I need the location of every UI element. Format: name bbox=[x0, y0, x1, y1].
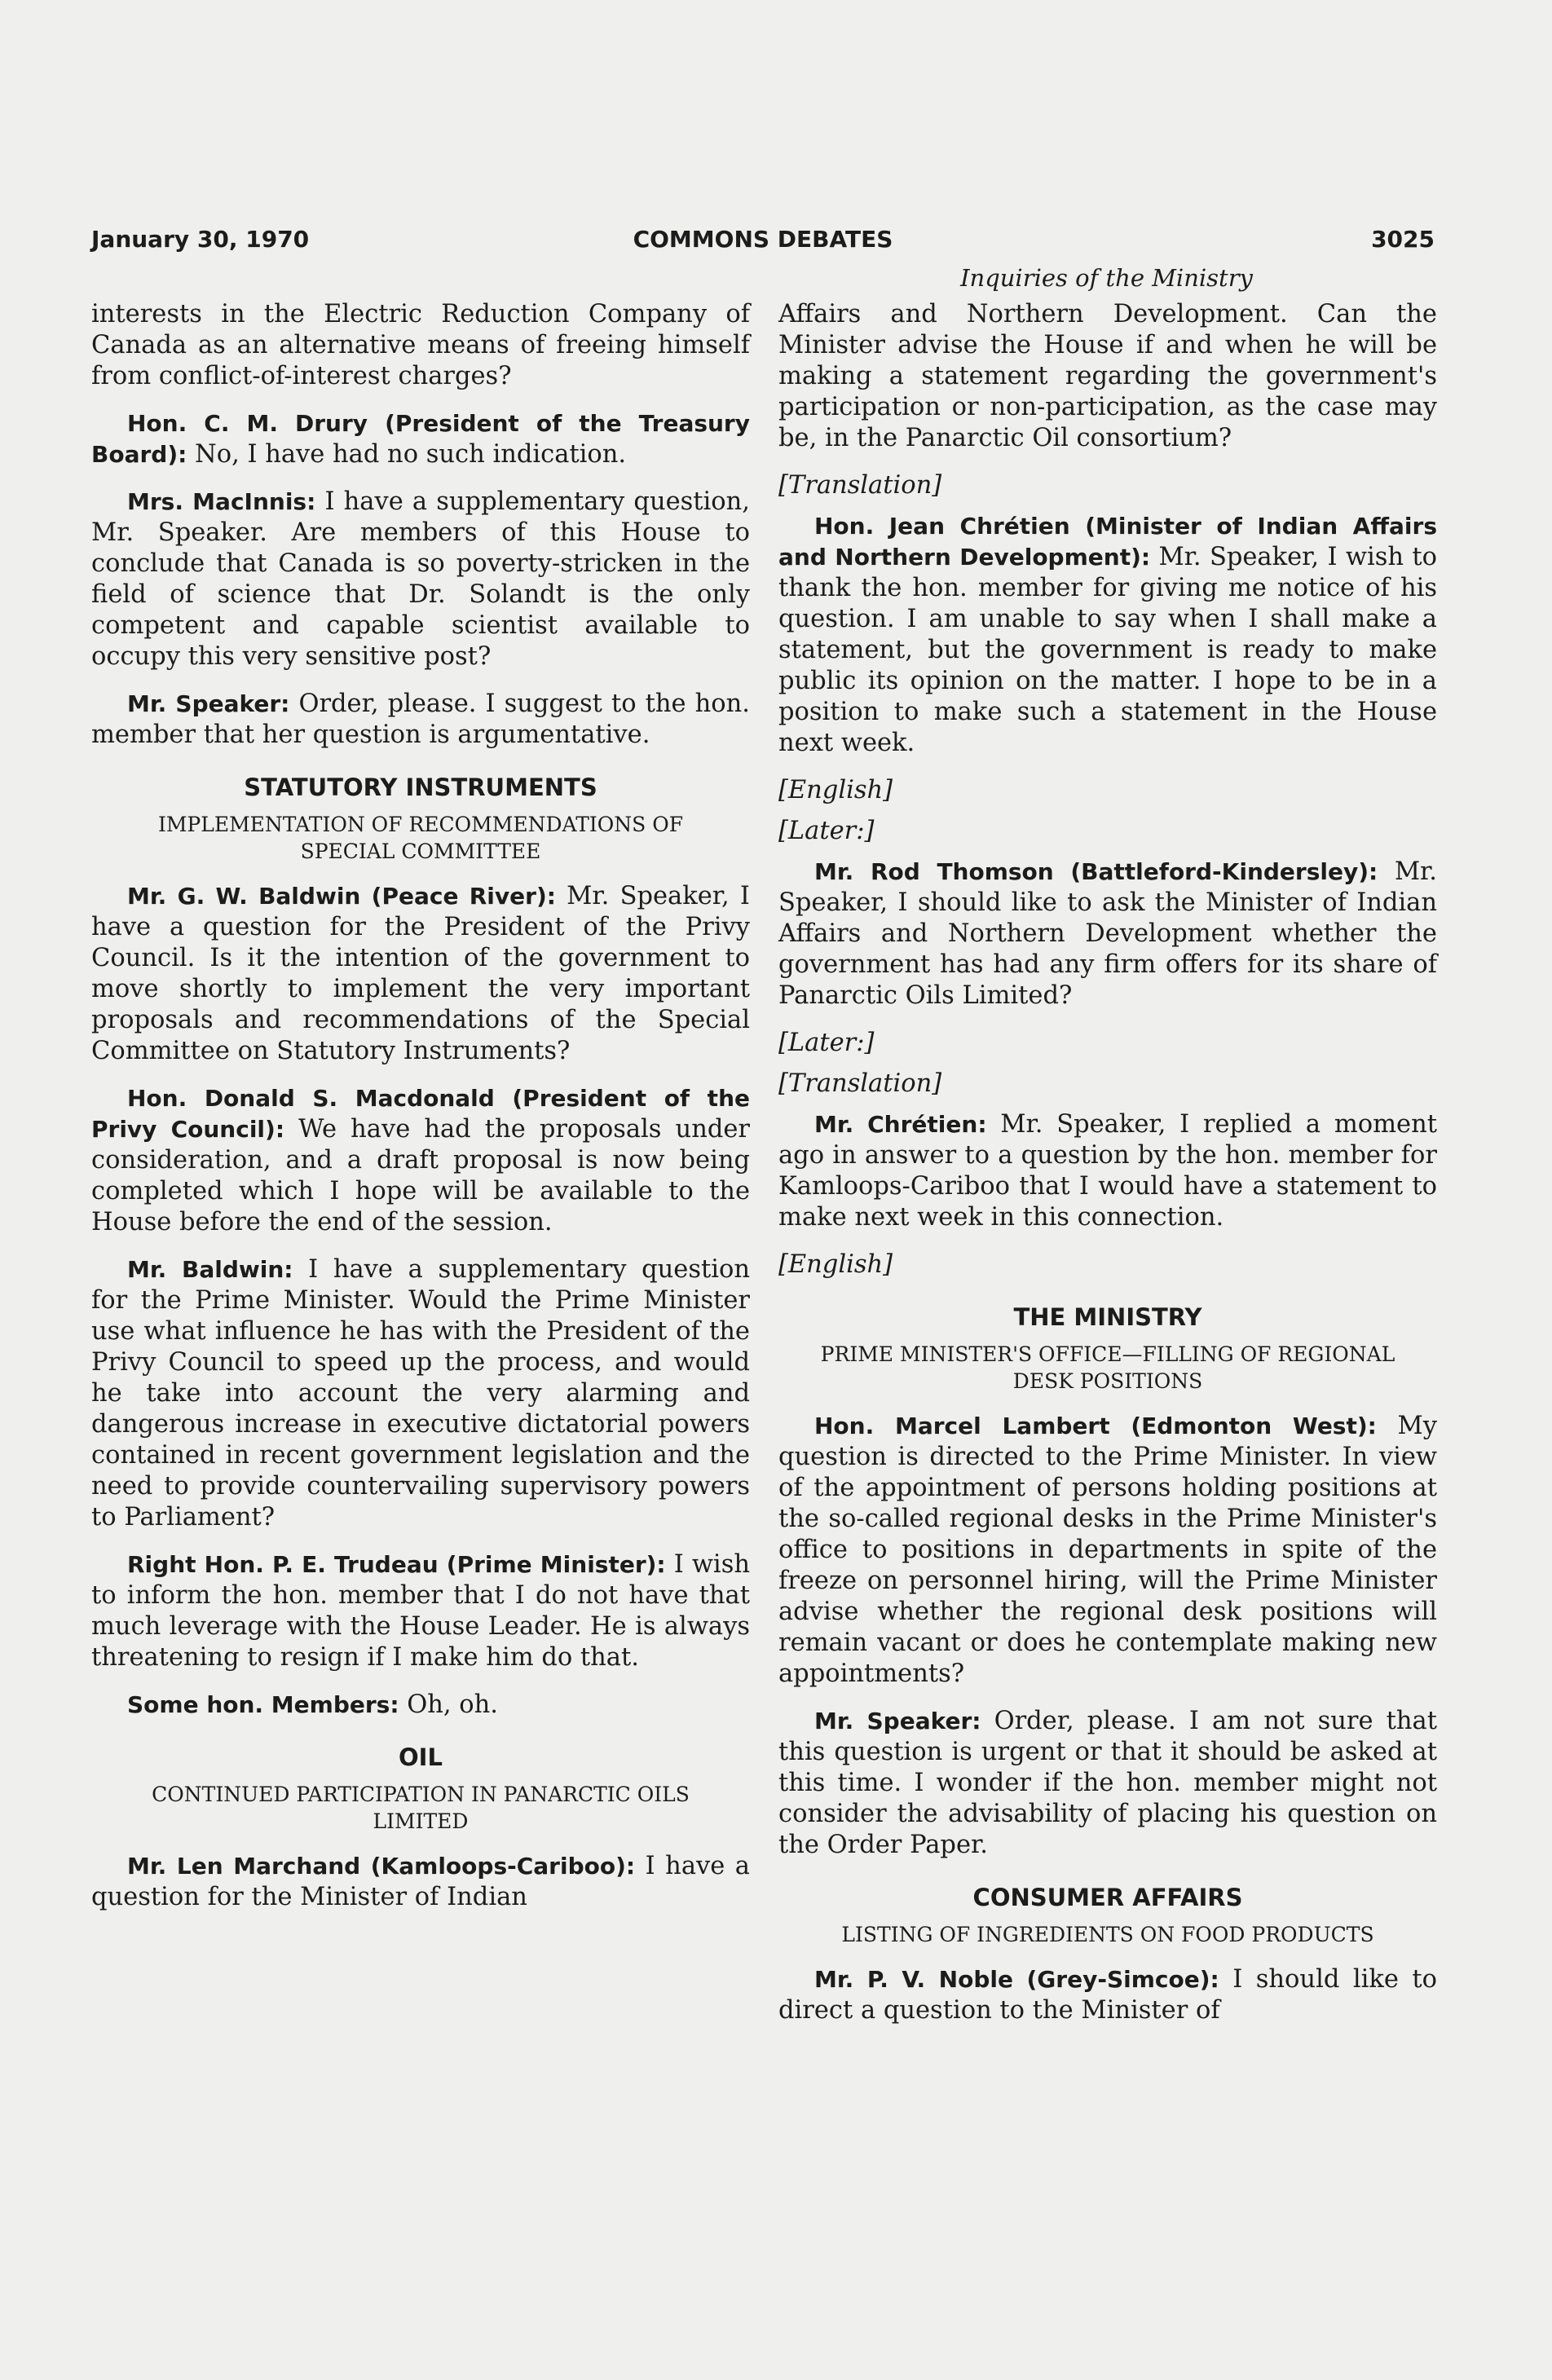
speaker-name: Some hon. Members: bbox=[127, 1691, 399, 1718]
paragraph: Affairs and Northern Development. Can the Minister advise the House if and when he will be making a statement regarding the government's participation or non-participation, as the case may be, in the Panarctic Oil consortium? bbox=[778, 300, 1437, 452]
speech-text: Order, please. I am not sure that this question is urgent or that it should be asked at this time. I wonder if the hon. member might not consider the advisability of placing his question on the Order Paper. bbox=[778, 1707, 1437, 1859]
speech bbox=[778, 1706, 1437, 1861]
section-heading: OIL bbox=[399, 1743, 443, 1771]
speaker-name: Mr. Chrétien: bbox=[814, 1111, 987, 1138]
speech-text: Mr. Speaker, I should like to ask the Minister of Indian Affairs and Northern Development whether the government has had any firm offers for its share of Panarctic Oils Limited? bbox=[778, 857, 1437, 1010]
speech-text: I have a supplementary question, Mr. Speaker. Are members of this House to conclude that Canada is so poverty-stricken in the field of science that Dr. Solandt is the only competent and capable scientist available to occupy this very sensitive post? bbox=[91, 487, 750, 671]
speaker-name: Mr. Len Marchand (Kamloops-Cariboo): bbox=[127, 1853, 636, 1880]
speaker-name: Mr. G. W. Baldwin (Peace River): bbox=[127, 883, 556, 910]
speech bbox=[778, 511, 1437, 759]
right-column bbox=[778, 299, 1437, 2043]
speech-text: Mr. Speaker, I replied a moment ago in answer to a question by the hon. member for Kamloops-Cariboo that I would have a statement to make next week in this connection. bbox=[778, 1110, 1438, 1232]
language-note: [Later:] bbox=[778, 817, 875, 845]
language-note: [English] bbox=[778, 1250, 893, 1279]
speech bbox=[91, 408, 750, 470]
left-column bbox=[91, 299, 750, 1929]
speech bbox=[91, 1549, 750, 1673]
speech bbox=[91, 1851, 750, 1913]
speaker-name: Mr. Speaker: bbox=[814, 1708, 981, 1734]
subsection-heading: CONTINUED PARTICIPATION IN PANARCTIC OILS LIMITED bbox=[152, 1783, 690, 1833]
header-date: January 30, 1970 bbox=[91, 226, 310, 253]
section-heading: THE MINISTRY bbox=[1013, 1303, 1202, 1331]
page-header bbox=[91, 226, 1435, 262]
language-note: [Translation] bbox=[778, 1069, 942, 1098]
speaker-name: Right Hon. P. E. Trudeau (Prime Minister): bbox=[127, 1551, 666, 1578]
speech bbox=[778, 1964, 1437, 2026]
speech bbox=[778, 857, 1437, 1012]
speech-text: I have a supplementary question for the Prime Minister. Would the Prime Minister use what influence he has with the President of the Privy Council to speed up the process, and would he take into account the very alarming and dangerous increase in executive dictatorial powers contained in recent government legislation and the need to provide countervailing supervisory powers to Parliament? bbox=[91, 1255, 750, 1532]
speaker-name: Hon. Jean Chrétien (Minister of Indian Affairs and Northern Development): bbox=[778, 513, 1437, 571]
speech-text: Mr. Speaker, I have a question for the President of the Privy Council. Is it the intention of the government to move shortly to implement the very important proposals and recommendations of the Special Committee on Statutory Instruments? bbox=[91, 882, 750, 1065]
subsection-heading: PRIME MINISTER'S OFFICE—FILLING OF REGIONAL DESK POSITIONS bbox=[820, 1342, 1395, 1393]
speech bbox=[91, 1254, 750, 1533]
speech-text: Order, please. I suggest to the hon. member that her question is argumentative. bbox=[91, 690, 750, 749]
speech-text: No, I have had no such indication. bbox=[187, 440, 627, 469]
speech bbox=[778, 1411, 1437, 1690]
speech bbox=[91, 881, 750, 1067]
speaker-name: Mr. Baldwin: bbox=[127, 1256, 293, 1283]
section-heading: CONSUMER AFFAIRS bbox=[972, 1884, 1243, 1911]
speech-text: I have a question for the Minister of Indian bbox=[91, 1852, 750, 1911]
speech-text: Oh, oh. bbox=[399, 1690, 498, 1719]
running-head: Inquiries of the Ministry bbox=[960, 264, 1253, 292]
section-heading: STATUTORY INSTRUMENTS bbox=[244, 774, 597, 801]
speech bbox=[91, 1690, 750, 1721]
speaker-name: Hon. Marcel Lambert (Edmonton West): bbox=[814, 1413, 1377, 1439]
speech bbox=[778, 1109, 1437, 1233]
language-note: [Translation] bbox=[778, 471, 942, 500]
speech-text: We have had the proposals under consideration, and a draft proposal is now being completed which I hope will be available to the House before the end of the session. bbox=[91, 1115, 750, 1236]
speaker-name: Hon. Donald S. Macdonald (President of the Privy Council): bbox=[91, 1085, 750, 1143]
speech bbox=[91, 1083, 750, 1238]
speech bbox=[91, 487, 750, 672]
speaker-name: Mr. P. V. Noble (Grey-Simcoe): bbox=[814, 1966, 1219, 1993]
speech-text: My question is directed to the Prime Minister. In view of the appointment of persons holding positions at the so-called regional desks in the Prime Minister's office to positions in departments in spite of the freeze on personnel hiring, will the Prime Minister advise whether the regional desk positions will remain vacant or does he contemplate making new appointments? bbox=[778, 1412, 1437, 1688]
speaker-name: Mr. Rod Thomson (Battleford-Kindersley): bbox=[814, 858, 1378, 885]
page-number: 3025 bbox=[1371, 226, 1435, 253]
speech bbox=[91, 689, 750, 751]
subsection-heading: LISTING OF INGREDIENTS ON FOOD PRODUCTS bbox=[841, 1923, 1374, 1946]
speech-text: Mr. Speaker, I wish to thank the hon. member for giving me notice of his question. I am unable to say when I shall make a statement, but the government is ready to make public its opinion on the matter. I hope to be in a position to make such a statement in the House next week. bbox=[778, 543, 1437, 757]
speech-text: I wish to inform the hon. member that I do not have that much leverage with the House Leader. He is always threatening to resign if I make him do that. bbox=[91, 1550, 750, 1672]
header-title: COMMONS DEBATES bbox=[633, 226, 893, 253]
speaker-name: Mrs. MacInnis: bbox=[127, 488, 316, 515]
language-note: [English] bbox=[778, 776, 893, 804]
language-note: [Later:] bbox=[778, 1029, 875, 1057]
paragraph: interests in the Electric Reduction Company of Canada as an alternative means of freeing himself from conflict-of-interest charges? bbox=[91, 300, 750, 390]
speaker-name: Hon. C. M. Drury (President of the Treasury Board): bbox=[91, 410, 750, 468]
speaker-name: Mr. Speaker: bbox=[127, 690, 290, 717]
speech-text: I should like to direct a question to the Minister of bbox=[778, 1965, 1437, 2025]
subsection-heading: IMPLEMENTATION OF RECOMMENDATIONS OF SPECIAL COMMITTEE bbox=[157, 813, 684, 863]
